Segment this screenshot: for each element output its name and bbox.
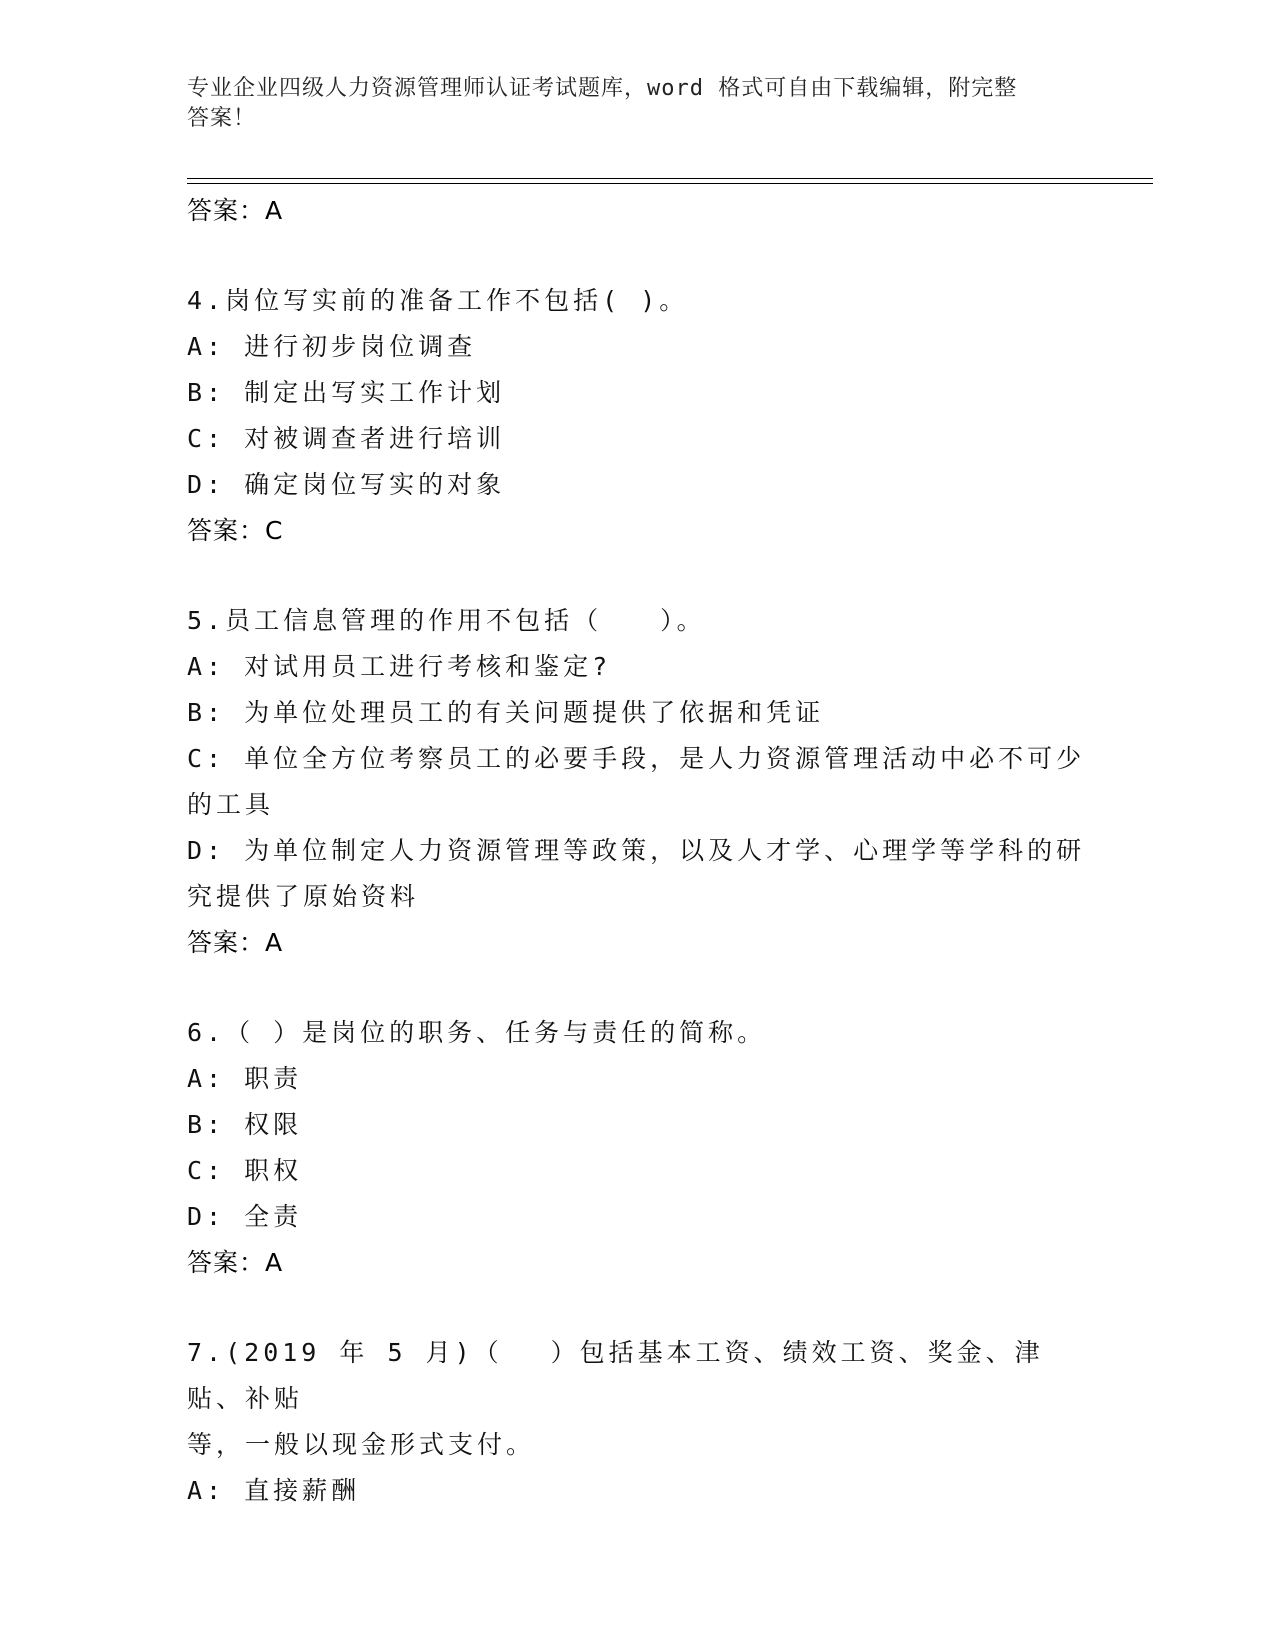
option-4-d: D: 确定岗位写实的对象 bbox=[187, 470, 506, 499]
question-block-5 bbox=[187, 598, 1087, 966]
option-5-d: D: 为单位制定人力资源管理等政策，以及人才学、心理学等学科的研 bbox=[187, 836, 1086, 865]
question-block-7 bbox=[187, 1330, 1087, 1514]
answer-q6: 答案：A bbox=[187, 1248, 284, 1277]
option-5-d-continued: 究提供了原始资料 bbox=[187, 882, 420, 911]
question-text-4: 4.岗位写实前的准备工作不包括( )。 bbox=[187, 286, 689, 315]
option-4-a: A: 进行初步岗位调查 bbox=[187, 332, 477, 361]
option-4-c: C: 对被调查者进行培训 bbox=[187, 424, 506, 453]
question-block-4 bbox=[187, 278, 1087, 554]
option-5-a: A: 对试用员工进行考核和鉴定? bbox=[187, 652, 612, 681]
option-5-b: B: 为单位处理员工的有关问题提供了依据和凭证 bbox=[187, 698, 825, 727]
question-text-7: 7.(2019 年 5 月)（ ）包括基本工资、绩效工资、奖金、津贴、补贴 bbox=[187, 1338, 1044, 1413]
document-header bbox=[187, 74, 1087, 134]
header-line-2: 答案！ bbox=[187, 106, 257, 131]
question-text-7-continued: 等，一般以现金形式支付。 bbox=[187, 1430, 536, 1459]
answer-q3: 答案：A bbox=[187, 196, 284, 225]
option-6-c: C: 职权 bbox=[187, 1156, 303, 1185]
option-4-b: B: 制定出写实工作计划 bbox=[187, 378, 506, 407]
option-5-c-continued: 的工具 bbox=[187, 790, 275, 819]
question-list bbox=[187, 188, 1087, 1514]
answer-q5: 答案：A bbox=[187, 928, 284, 957]
header-divider-bottom bbox=[187, 183, 1153, 184]
option-6-d: D: 全责 bbox=[187, 1202, 303, 1231]
option-6-a: A: 职责 bbox=[187, 1064, 303, 1093]
question-text-5: 5.员工信息管理的作用不包括（ ）。 bbox=[187, 606, 706, 635]
option-6-b: B: 权限 bbox=[187, 1110, 303, 1139]
header-line-1: 专业企业四级人力资源管理师认证考试题库，word 格式可自由下载编辑，附完整 bbox=[187, 76, 1018, 101]
question-block-6 bbox=[187, 1010, 1087, 1286]
option-5-c: C: 单位全方位考察员工的必要手段，是人力资源管理活动中必不可少 bbox=[187, 744, 1086, 773]
answer-q4: 答案：C bbox=[187, 516, 284, 545]
option-7-a: A: 直接薪酬 bbox=[187, 1476, 361, 1505]
header-divider-top bbox=[187, 178, 1153, 179]
question-text-6: 6.（ ）是岗位的职务、任务与责任的简称。 bbox=[187, 1018, 767, 1047]
